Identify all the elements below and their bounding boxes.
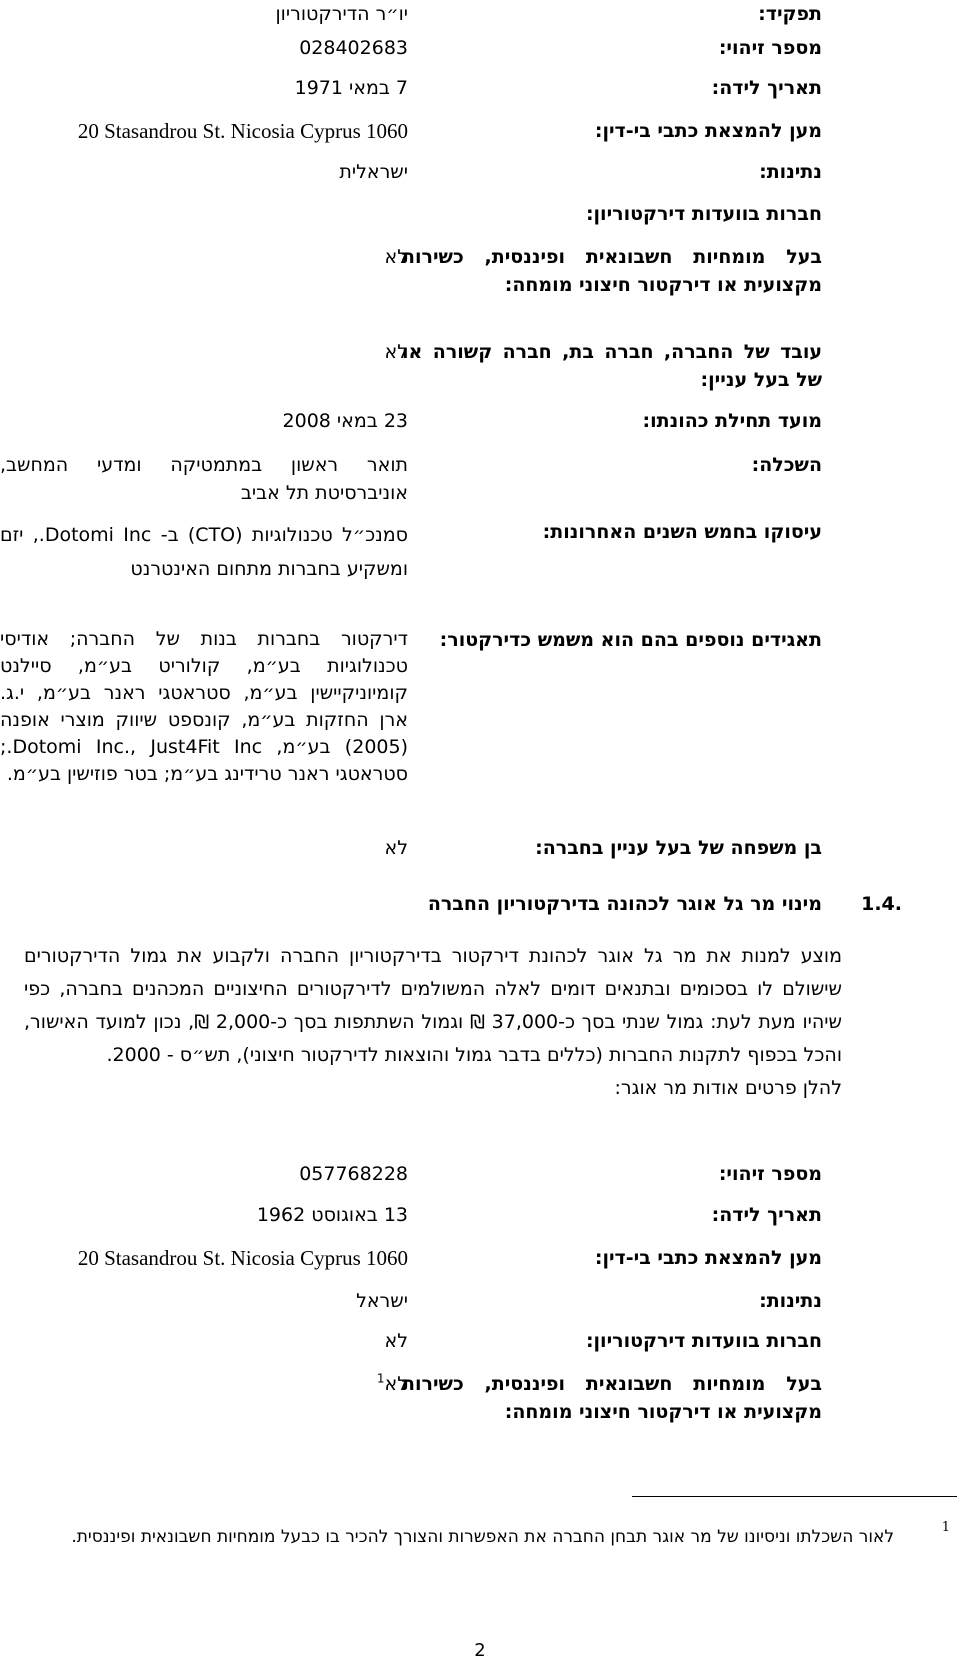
- value-other-directorships: דירקטור בחברות בנות של החברה; אודיסי טכנולוגיות בע״מ, קולוריט בע״מ, סיילנט קומיוניקיישין בע״מ, סטראטגי ראנר בע״מ, י.ג. ארן החזקות בע״מ, קונספט שיווק מוצרי אופנה (2005) בע״מ, Dotomi Inc., Just4Fit Inc.; סטראטגי ראנר טרידינג בע״מ; בטר פוזישין בע״מ.: [0, 628, 409, 785]
- label-employee: עובד של החברה, חברה בת, חברה קשורה או של בעל עניין:: [402, 341, 822, 391]
- label-id-number-2: מספר זיהוי:: [718, 1163, 822, 1185]
- label-birth-date: תאריך לידה:: [711, 77, 822, 99]
- label-education: השכלה:: [751, 454, 822, 476]
- label-occupation: עיסוקו בחמש השנים האחרונות:: [542, 521, 822, 543]
- label-financial-expertise-2: בעל מומחיות חשבונאית ופיננסית, כשירות מקצועית או דירקטור חיצוני מומחה:: [402, 1373, 822, 1423]
- value-birth-date-2: 13 באוגוסט 1962: [256, 1204, 408, 1226]
- label-start-date: מועד תחילת כהונתו:: [642, 410, 822, 432]
- footnote-text: לאור השכלתו וניסיונו של מר אוגר תבחן החברה את האפשרות והצורך להכיר בו כבעל מומחיות חשבונאית ופיננסית.: [71, 1527, 894, 1547]
- value-nationality-2: ישראל: [356, 1290, 408, 1312]
- label-address: מען להמצאת כתבי בי-דין:: [594, 120, 822, 142]
- value-occupation: סמנכ״ל טכנולוגיות (CTO) ב- Dotomi Inc., יזם ומשקיע בחברות מתחום האינטרנט: [0, 524, 408, 580]
- footnote-ref[interactable]: 1: [376, 1371, 385, 1386]
- label-committees: חברות בוועדות דירקטוריון:: [585, 203, 822, 225]
- label-nationality-2: נתינות:: [759, 1290, 822, 1312]
- section-heading: מינוי מר גל אוגר לכהונה בדירקטוריון החברה: [427, 893, 822, 915]
- value-role: יו״ר הדירקטוריון: [275, 3, 408, 25]
- label-nationality: נתינות:: [759, 161, 822, 183]
- label-committees-2: חברות בוועדות דירקטוריון:: [585, 1330, 822, 1352]
- value-birth-date: 7 במאי 1971: [294, 77, 408, 99]
- value-financial-expertise-2: [0, 1370, 408, 1398]
- section-paragraph: [24, 940, 842, 1105]
- value-nationality: ישראלית: [339, 161, 408, 183]
- label-id-number: מספר זיהוי:: [718, 37, 822, 59]
- label-role: תפקיד:: [758, 3, 822, 25]
- footnote-number: 1: [941, 1520, 950, 1535]
- paragraph-body: מוצע למנות את מר גל אוגר לכהונת דירקטור בדירקטוריון החברה ולקבוע את גמול הדירקטורים שישולם לו בסכומים ובתנאים דומים לאלה המשולמים לדירקטורים החיצוניים המכהנים בחברה, כפי שיהיו מעת לעת: גמול שנתי בסך כ-37,000 ₪ וגמול השתתפות בסך כ-2,000 ₪, נכון למועד האישור, והכל בכפוף לתקנות החברות (כללים בדבר גמול והוצאות לדירקטור חיצוני), תש״ס - 2000.: [24, 945, 842, 1066]
- page-number: 2: [474, 1640, 486, 1661]
- value-financial-expertise: לא: [384, 246, 408, 268]
- label-financial-expertise: בעל מומחיות חשבונאית ופיננסית, כשירות מקצועית או דירקטור חיצוני מומחה:: [402, 246, 822, 296]
- paragraph-intro-line: להלן פרטים אודות מר אוגר:: [614, 1077, 842, 1099]
- value-family: לא: [384, 837, 408, 859]
- value-start-date: 23 במאי 2008: [282, 410, 408, 432]
- footnote-divider: [632, 1496, 957, 1497]
- value-education: תואר ראשון במתמטיקה ומדעי המחשב, אוניברסיטת תל אביב: [0, 454, 408, 504]
- value-employee: לא: [384, 341, 408, 363]
- value-id-number: 028402683: [299, 37, 408, 59]
- value-committees-2: לא: [384, 1330, 408, 1352]
- value-address: 20 Stasandrou St. Nicosia Cyprus 1060: [77, 119, 408, 143]
- value-address-2: 20 Stasandrou St. Nicosia Cyprus 1060: [77, 1246, 408, 1270]
- label-other-directorships: תאגידים נוספים בהם הוא משמש כדירקטור:: [439, 629, 822, 651]
- section-number: .1.4: [861, 893, 902, 915]
- label-birth-date-2: תאריך לידה:: [711, 1204, 822, 1226]
- label-address-2: מען להמצאת כתבי בי-דין:: [594, 1247, 822, 1269]
- value-financial-expertise-2-text: לא: [384, 1373, 408, 1395]
- label-family: בן משפחה של בעל עניין בחברה:: [535, 837, 822, 859]
- value-id-number-2: 057768228: [299, 1163, 408, 1185]
